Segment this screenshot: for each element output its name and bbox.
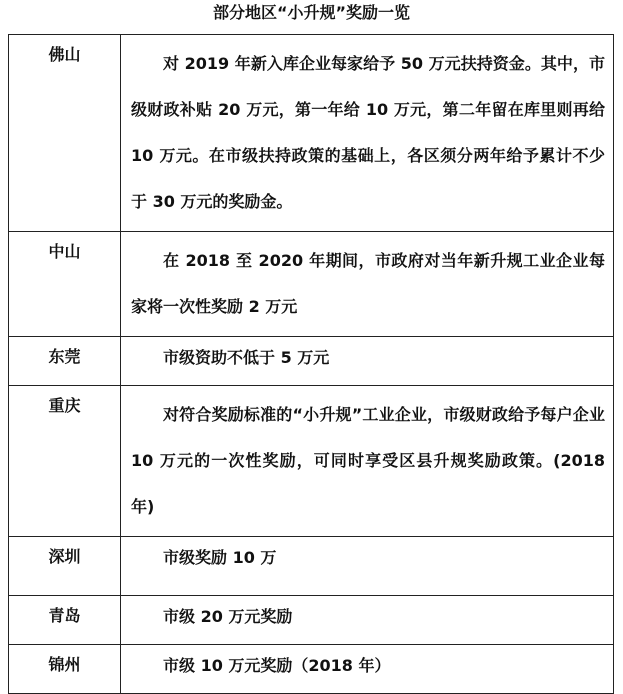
table-row xyxy=(9,337,614,386)
table-row xyxy=(9,35,614,232)
policy-cell: 对符合奖励标准的“小升规”工业企业，市级财政给予每户企业 10 万元的一次性奖励，可同时享受区县升规奖励政策。(2018 年) xyxy=(121,386,614,537)
city-cell: 佛山 xyxy=(9,35,121,232)
policy-cell: 市级资助不低于 5 万元 xyxy=(121,337,614,386)
city-cell: 东莞 xyxy=(9,337,121,386)
table-row xyxy=(9,232,614,337)
table-row xyxy=(9,537,614,596)
policy-cell: 市级 20 万元奖励 xyxy=(121,596,614,645)
city-cell: 中山 xyxy=(9,232,121,337)
awards-table xyxy=(8,34,614,694)
policy-cell: 对 2019 年新入库企业每家给予 50 万元扶持资金。其中，市级财政补贴 20 万元，第一年给 10 万元，第二年留在库里则再给 10 万元。在市级扶持政策的基础上，各区须分两年给予累计不少于 30 万元的奖励金。 xyxy=(121,35,614,232)
policy-cell: 在 2018 至 2020 年期间，市政府对当年新升规工业企业每家将一次性奖励 2 万元 xyxy=(121,232,614,337)
city-cell: 深圳 xyxy=(9,537,121,596)
city-cell: 青岛 xyxy=(9,596,121,645)
table-row xyxy=(9,645,614,694)
policy-cell: 市级 10 万元奖励（2018 年） xyxy=(121,645,614,694)
table-row xyxy=(9,596,614,645)
city-cell: 锦州 xyxy=(9,645,121,694)
table-row xyxy=(9,386,614,537)
city-cell: 重庆 xyxy=(9,386,121,537)
policy-cell: 市级奖励 10 万 xyxy=(121,537,614,596)
page-title: 部分地区“小升规”奖励一览 xyxy=(212,3,411,22)
